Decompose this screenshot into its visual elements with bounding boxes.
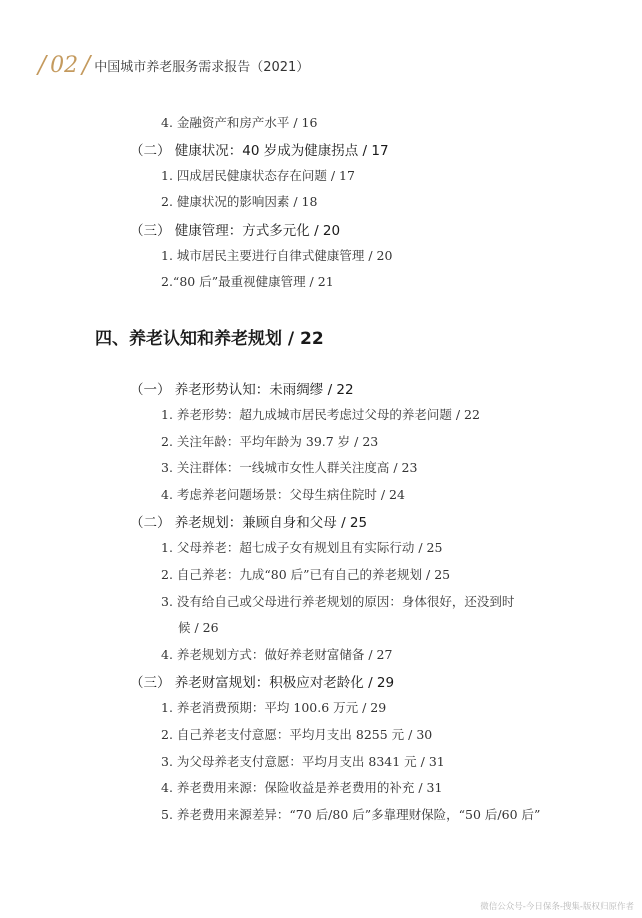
toc-entry: 2.“80 后”最重视健康管理 / 21 — [161, 274, 334, 289]
report-title: 中国城市养老服务需求报告（2021） — [94, 59, 310, 75]
toc-entry: 3. 为父母养老支付意愿：平均月支出 8341 元 / 31 — [161, 754, 445, 769]
toc-chapter: 四、养老认知和养老规划 / 22 — [95, 329, 324, 349]
toc-entry: 4. 考虑养老问题场景：父母生病住院时 / 24 — [161, 487, 405, 502]
watermark-text: 微信公众号-今日保条-搜集-版权归原作者 — [480, 902, 634, 912]
toc-entry: 1. 父母养老：超七成子女有规划且有实际行动 / 25 — [161, 540, 443, 555]
toc-entry: 4. 金融资产和房产水平 / 16 — [161, 115, 318, 130]
toc-section: （二） 养老规划：兼顾自身和父母 / 25 — [130, 515, 368, 531]
toc-entry: 2. 自己养老支付意愿：平均月支出 8255 元 / 30 — [161, 727, 433, 742]
toc-entry: 2. 健康状况的影响因素 / 18 — [161, 194, 318, 209]
running-header — [38, 50, 309, 80]
toc-entry: 1. 养老形势：超九成城市居民考虑过父母的养老问题 / 22 — [161, 407, 480, 422]
toc-entry: 2. 自己养老：九成“80 后”已有自己的养老规划 / 25 — [161, 567, 451, 582]
toc-entry: 3. 没有给自己或父母进行养老规划的原因：身体很好，还没到时 — [161, 594, 515, 609]
toc-entry: 1. 城市居民主要进行自律式健康管理 / 20 — [161, 248, 393, 263]
toc-section: （三） 健康管理：方式多元化 / 20 — [130, 223, 341, 239]
toc-entry: 3. 关注群体：一线城市女性人群关注度高 / 23 — [161, 460, 418, 475]
toc-entry: 1. 养老消费预期：平均 100.6 万元 / 29 — [161, 700, 387, 715]
toc-section: （三） 养老财富规划：积极应对老龄化 / 29 — [130, 675, 395, 691]
toc-entry: 2. 关注年龄：平均年龄为 39.7 岁 / 23 — [161, 434, 379, 449]
header-slash-right: / — [82, 51, 91, 79]
toc-entry: 4. 养老规划方式：做好养老财富储备 / 27 — [161, 647, 393, 662]
toc-section: （二） 健康状况：40 岁成为健康拐点 / 17 — [130, 143, 389, 159]
toc-section: （一） 养老形势认知：未雨绸缪 / 22 — [130, 382, 354, 398]
toc-entry: 1. 四成居民健康状态存在问题 / 17 — [161, 168, 355, 183]
toc-entry-continuation: 候 / 26 — [178, 620, 219, 635]
page-number: 02 — [50, 52, 79, 78]
toc-entry: 4. 养老费用来源：保险收益是养老费用的补充 / 31 — [161, 780, 443, 795]
toc-entry: 5. 养老费用来源差异：“70 后/80 后”多靠理财保险，“50 后/60 后” — [161, 807, 541, 822]
header-slash-left: / — [38, 51, 47, 79]
